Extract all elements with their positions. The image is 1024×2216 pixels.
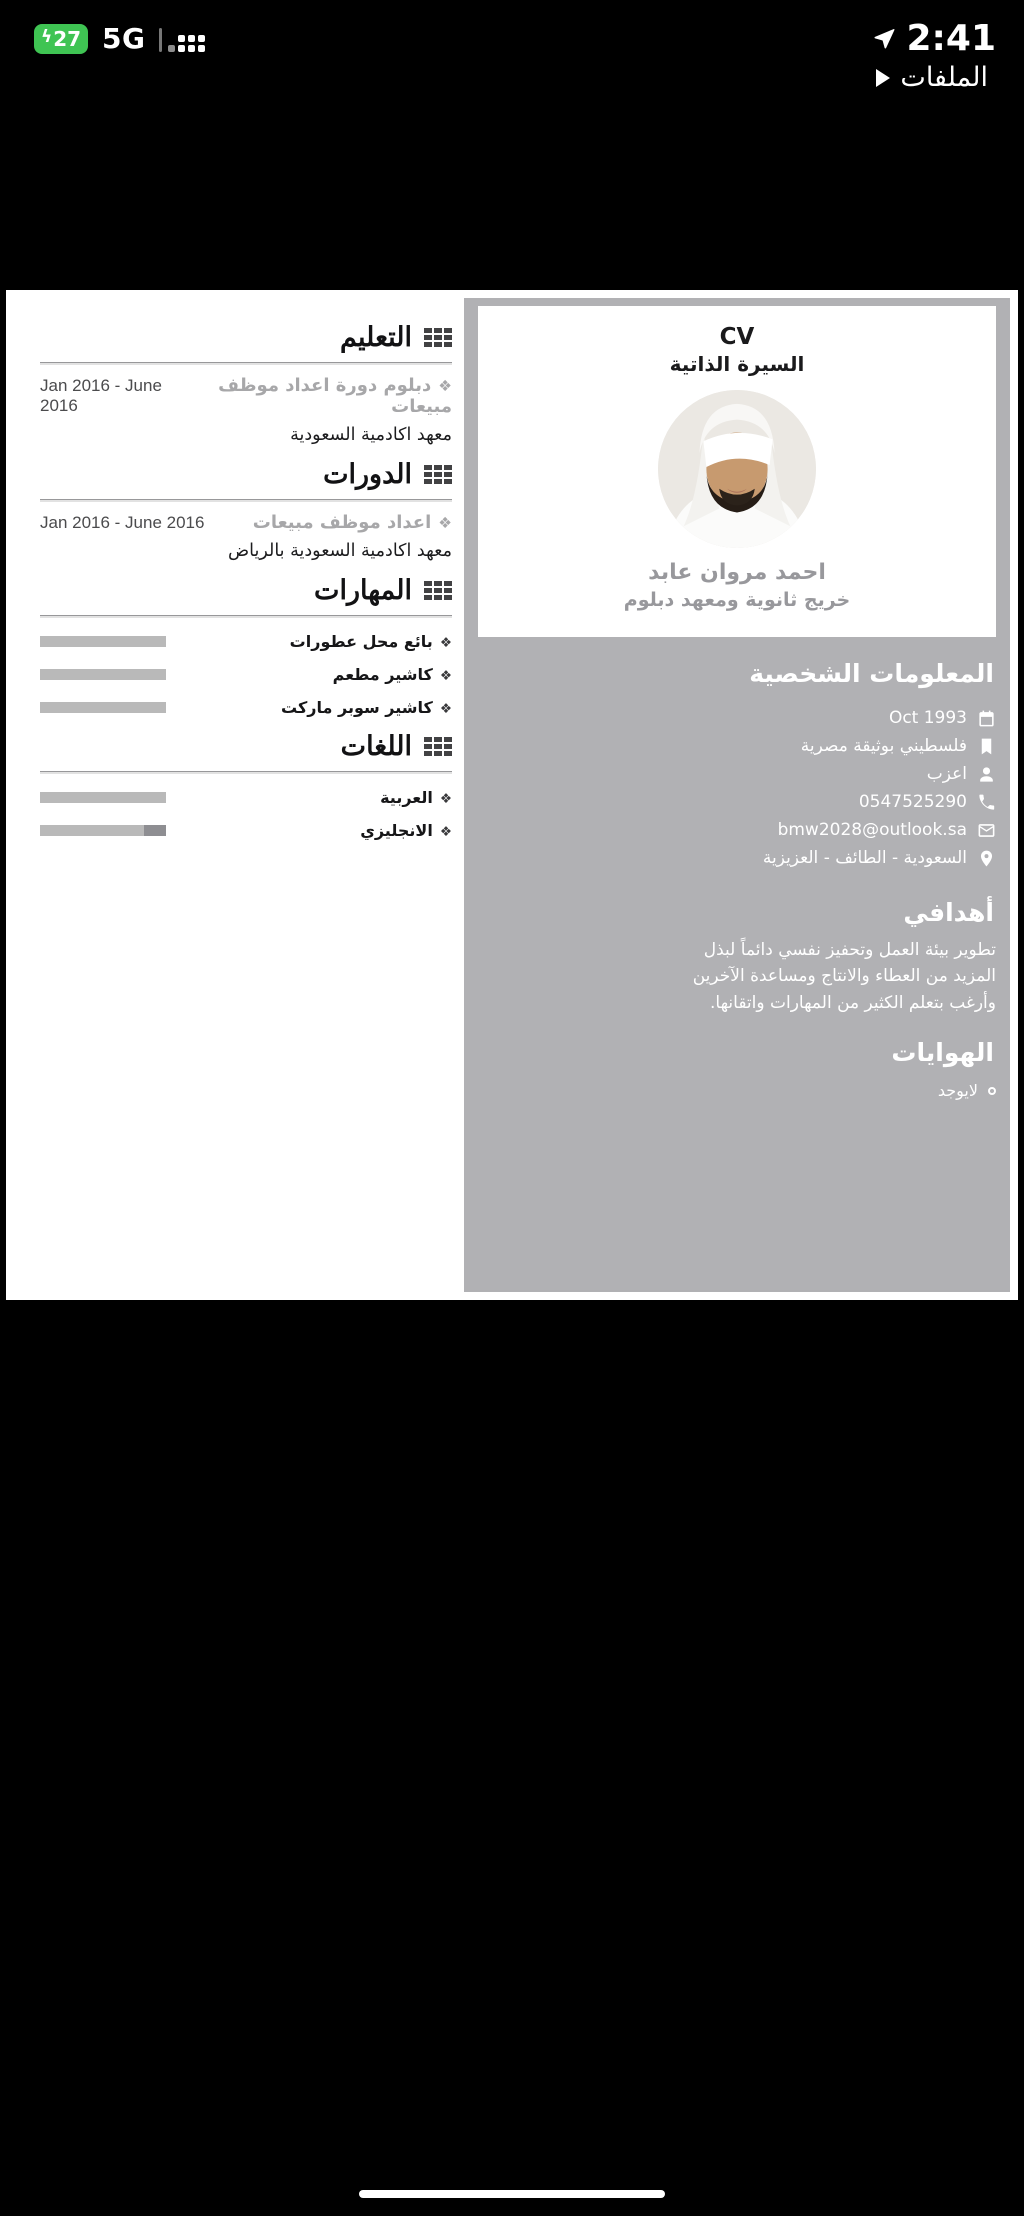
location-arrow-icon [872,27,896,51]
info-value: السعودية - الطائف - العزيزية [762,848,967,868]
status-right-cluster [872,18,996,59]
back-to-files-app-button[interactable] [876,62,988,93]
skill-level-bar [40,636,166,647]
phone-icon [977,793,996,812]
person-tagline: خريج ثانوية ومعهد دبلوم [623,589,851,611]
mail-icon [977,821,996,840]
cv-subtitle: السيرة الذاتية [669,352,805,376]
status-left-cluster [34,22,205,55]
objectives-heading: أهدافي [903,898,994,927]
skill-label: ❖ كاشير سوبر ماركت [281,698,452,717]
section-divider [40,615,452,618]
skill-level-bar [40,669,166,680]
circle-bullet-icon [988,1087,996,1095]
location-icon [977,849,996,868]
language-row [40,821,452,840]
education-entry-row [40,375,452,417]
section-divider [40,362,452,365]
back-to-app-triangle-icon [876,69,890,87]
flag-icon [977,737,996,756]
info-row-nationality [478,736,996,756]
info-value: فلسطيني بوثيقة مصرية [800,736,967,756]
cv-sidebar [464,298,1010,1292]
courses-section-head [40,459,452,490]
personal-info-heading: المعلومات الشخصية [749,659,994,688]
objectives-text: تطوير بيئة العمل وتحفيز نفسي دائماً لبذل المزيد من العطاء والانتاج ومساعدة الآخرين وأرغب بتعلم الكثير من المهارات واتقانها. [692,940,996,1013]
education-entry-date: Jan 2016 - June 2016 [40,376,162,415]
course-entry-row [40,512,452,533]
skill-row [40,632,452,651]
cv-main-column [14,298,464,1292]
back-to-app-label: الملفات [900,62,988,93]
info-row-birthdate [478,708,996,728]
skill-label: ❖ بائع محل عطورات [290,632,452,651]
info-value: اعزب [926,764,967,784]
hobby-label: لايوجد [937,1081,978,1101]
courses-heading: الدورات [323,459,412,490]
education-section-head [40,322,452,353]
info-row-address [478,848,996,868]
cv-document-page[interactable] [6,290,1018,1300]
course-entry-org: معهد اكادمية السعودية بالرياض [228,541,452,561]
info-row-marital-status [478,764,996,784]
skills-section-head [40,575,452,606]
table-grid-icon [424,581,452,600]
skill-row [40,698,452,717]
person-icon [977,765,996,784]
status-bar [34,18,996,59]
cv-title: CV [719,324,755,350]
skill-level-bar [40,702,166,713]
personal-info-list [478,700,996,876]
language-label: ❖ الانجليزي [360,821,452,840]
language-row [40,788,452,807]
education-entry-title: ❖ دبلوم دورة اعداد موظف مبيعات [186,375,452,417]
battery-charging-badge [34,24,88,54]
education-entry-org: معهد اكادمية السعودية [290,425,452,445]
calendar-icon [977,709,996,728]
education-heading: التعليم [340,322,412,353]
info-value: 0547525290 [858,792,967,812]
course-entry-date: Jan 2016 - June 2016 [40,512,205,532]
info-row-phone [478,792,996,812]
language-label: ❖ العربية [380,788,452,807]
languages-section-head [40,731,452,762]
languages-heading: اللغات [340,731,412,762]
language-level-bar [40,825,166,836]
clock-time: 2:41 [906,18,996,59]
charging-bolt-icon: ϟ [40,27,53,47]
battery-percent: 27 [53,26,82,51]
network-type-label: 5G [102,22,146,55]
table-grid-icon [424,465,452,484]
profile-photo [658,390,816,548]
course-entry-title: ❖ اعداد موظف مبيعات [253,512,452,533]
section-divider [40,771,452,774]
signal-dots-icon [159,26,205,52]
person-name: احمد مروان عابد [648,560,826,585]
skills-heading: المهارات [314,575,412,606]
skill-label: ❖ كاشير مطعم [333,665,452,684]
info-value: Oct 1993 [888,708,967,728]
hobby-item [478,1081,996,1100]
info-row-email [478,820,996,840]
language-level-bar [40,792,166,803]
skill-row [40,665,452,684]
table-grid-icon [424,737,452,756]
info-value: bmw2028@outlook.sa [777,820,967,840]
section-divider [40,499,452,502]
profile-card [478,306,996,637]
home-indicator[interactable] [359,2190,665,2198]
hobbies-heading: الهوايات [891,1038,994,1068]
table-grid-icon [424,328,452,347]
